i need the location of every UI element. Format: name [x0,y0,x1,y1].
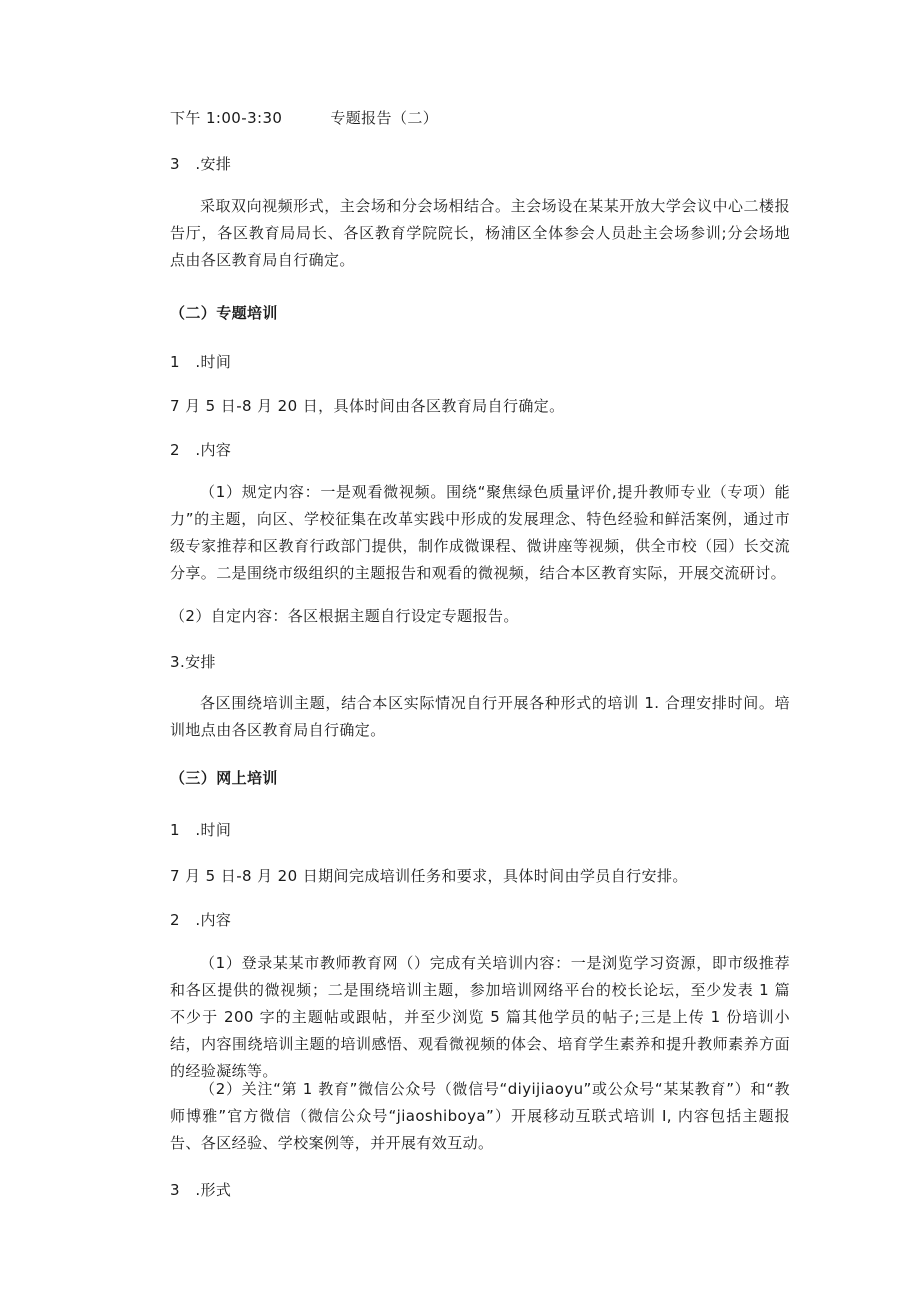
s3-content-p2: （2）关注“第 1 教育”微信公众号（微信号“diyijiaoyu”或公众号“某某教育”）和“教师博雅”官方微信（微信公众号“jiaoshiboya”）开展移动互联式培训 I, 内容包括主题报告、各区经验、学校案例等，并开展有效互动。 [170,1080,790,1152]
s2-content-p2: （2）自定内容：各区根据主题自行设定专题报告。 [170,607,519,625]
s2-time-title: 1 .时间 [170,353,232,371]
s3-form-title: 3 .形式 [170,1181,232,1199]
s2-heading: （二）专题培训 [170,304,278,322]
schedule-topic: 专题报告（二） [330,109,439,127]
s2-arrange-title: 3.安排 [170,653,216,671]
s2-content-title: 2 .内容 [170,441,232,459]
s3-content-p1: （1）登录某某市教师教育网（）完成有关培训内容：一是浏览学习资源，即市级推荐和各区提供的微视频；二是围绕培训主题，参加培训网络平台的校长论坛，至少发表 1 篇不少于 200 字的主题帖或跟帖，并至少浏览 5 篇其他学员的帖子;三是上传 1 份培训小结，内容围绕培训主题的培训感悟、观看微视频的体会、培育学生素养和提升教师素养方面的经验凝练等。 [170,954,790,1080]
schedule-time: 下午 1:00-3:30 [170,109,283,127]
s2-arrange-text: 各区围绕培训主题，结合本区实际情况自行开展各种形式的培训 1. 合理安排时间。培训地点由各区教育局自行确定。 [170,694,790,739]
s1-arrange-text: 采取双向视频形式，主会场和分会场相结合。主会场设在某某开放大学会议中心二楼报告厅，各区教育局局长、各区教育学院院长，杨浦区全体参会人员赴主会场参训;分会场地点由各区教育局自行确定。 [170,197,790,269]
s3-time-title: 1 .时间 [170,821,232,839]
schedule-row [170,108,438,128]
s3-heading: （三）网上培训 [170,769,278,787]
s1-arrange-title: 3 .安排 [170,155,232,173]
s3-content-title: 2 .内容 [170,911,232,929]
s2-time-text: 7 月 5 日-8 月 20 日，具体时间由各区教育局自行确定。 [170,397,565,415]
s2-content-p1: （1）规定内容：一是观看微视频。围绕“聚焦绿色质量评价,提升教师专业（专项）能力”的主题，向区、学校征集在改革实践中形成的发展理念、特色经验和鲜活案例，通过市级专家推荐和区教育行政部门提供，制作成微课程、微讲座等视频，供全市校（园）长交流分享。二是围绕市级组织的主题报告和观看的微视频，结合本区教育实际，开展交流研讨。 [170,483,790,582]
s3-time-text: 7 月 5 日-8 月 20 日期间完成培训任务和要求，具体时间由学员自行安排。 [170,867,688,885]
